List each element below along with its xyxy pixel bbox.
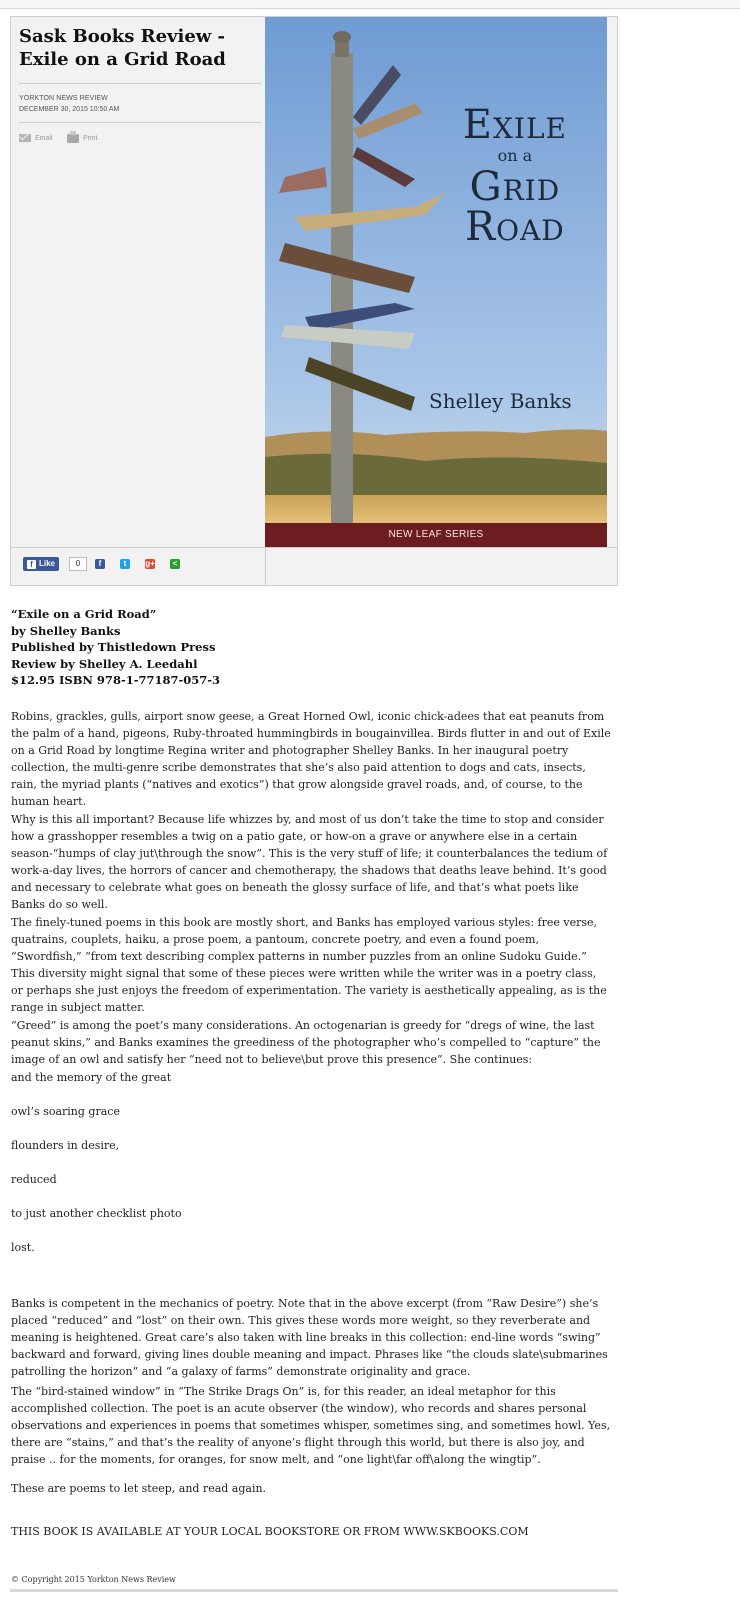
paragraph: Banks is competent in the mechanics of poetry. Note that in the above excerpt (from “Raw Desire”) she’s placed “reduced” and “lost” on their own. This gives these words more weight, so they reverberate and meaning is heightened. Great care’s also taken with line breaks in this collection: end-line words “swing” backward and forward, giving lines double meaning and impact. Phrases like “the clouds slate\submarines patrolling the horizon” and “a galaxy of farms” demonstrate originality and grace. [11,1297,608,1378]
print-label: Print [83,135,98,142]
page-title: Sask Books Review - Exile on a Grid Road [19,26,226,70]
verse-line: reduced [11,1173,57,1186]
cover-title-line: Grid [469,164,561,210]
paragraph: “Greed” is among the poet’s many considerations. An octogenarian is greedy for “dregs of wine, the last peanut skins,” and Banks examines the greediness of the photographer who’s compelled to “capture” the image of an owl and satisfy her “need not to believe\but prove this presence”. She continues: [11,1019,601,1066]
twitter-icon[interactable]: t [120,559,130,569]
source-label: YORKTON NEWS REVIEW [19,95,108,102]
verse-line: owl’s soaring grace [11,1105,120,1118]
verse-line: flounders in desire, [11,1139,120,1152]
divider [265,547,266,585]
paragraph: Why is this all important? Because life whizzes by, and most of us don’t take the time to stop and consider how a grasshopper resembles a twig on a patio gate, or how-on a grave or anywhere else in a certain season-“humps of clay jut\through the snow”. This is the very stuff of life; it counterbalances the tedium of work-a-day lives, the horrors of cancer and chemotherapy, the shadows that deaths leave behind. It’s good and necessary to celebrate what goes on beneath the glossy surface of life, and that’s what poets like Banks do so well. [11,813,608,911]
browser-top-bar [0,0,740,9]
paragraph: These are poems to let steep, and read again. [11,1482,267,1495]
paragraph: Robins, grackles, gulls, airport snow geese, a Great Horned Owl, iconic chick-adees that eat peanuts from the palm of a hand, pigeons, Ruby-throated hummingbirds in bougainvillea. Birds flutter in and out of Exile on a Grid Road by longtime Regina writer and photographer Shelley Banks. In her inaugural poetry collection, the multi-genre scribe demonstrates that she’s also paid attention to dogs and cats, insects, rain, the myriad plants (“natives and exotics”) that grow alongside gravel roads, and, of course, to the human heart. [11,710,611,808]
series-label: NEW LEAF SERIES [388,529,484,540]
cover-title [462,102,567,250]
copyright: © Copyright 2015 Yorkton News Review [11,1575,176,1584]
book-meta [11,606,611,689]
divider [19,122,261,123]
header-left-panel [11,17,271,559]
verse-line: lost. [11,1241,35,1254]
series-band [265,523,607,547]
like-label: Like [39,559,56,568]
facebook-icon[interactable]: f [95,559,105,569]
cover-title-line: on a [497,146,533,165]
footer-rule [10,1589,618,1592]
email-label: Email [35,134,53,142]
email-link[interactable] [19,134,53,142]
paragraph: The finely-tuned poems in this book are mostly short, and Banks has employed various styles: free verse, quatrains, couplets, haiku, a prose poem, a pantoum, concrete poetry, and even a found poem, “Swordfish,” “from text describing complex patterns in number puzzles from an online Sudoku Guide.” This diversity might signal that some of these pieces were written while the writer was in a poetry class, or perhaps she just enjoys the freedom of experimentation. The variety is aesthetically appealing, as is the range in subject matter. [11,916,607,1014]
verse-line: and the memory of the great [11,1071,172,1084]
book-reviewer: Review by Shelley A. Leedahl [11,656,198,671]
book-cover-image [265,17,607,547]
article-header-card [10,16,618,586]
envelope-icon [19,134,31,142]
like-count: 0 [69,557,87,571]
cover-artwork [265,17,607,547]
print-link[interactable] [67,134,97,143]
article-body [11,606,611,1538]
paragraph: The “bird-stained window” in “The Strike Drags On” is, for this reader, an ideal metaphor for this accomplished collection. The poet is an acute observer (the window), who records and shares personal observations and experiences in poems that sometimes whisper, sometimes sing, and sometimes howl. Yes, there are “stains,” and that’s the reality of anyone’s flight through this world, but there is also joy, and praise .. for the moments, for oranges, for snow melt, and “one light\far off\along the wingtip”. [11,1385,611,1466]
google-plus-icon[interactable]: g+ [145,559,155,568]
facebook-like-button[interactable] [23,557,59,571]
publish-date: DECEMBER 30, 2015 10:50 AM [19,106,120,113]
cover-title-line: Exile [462,102,567,148]
book-price-isbn: $12.95 ISBN 978-1-77187-057-3 [11,673,221,687]
share-icon[interactable]: < [170,559,180,569]
cover-author: Shelley Banks [429,389,572,413]
cover-title-line: Road [465,204,565,250]
divider [19,83,261,84]
book-publisher: Published by Thistledown Press [11,640,216,654]
verse-line: to just another checklist photo [11,1207,182,1220]
paragraph: THIS BOOK IS AVAILABLE AT YOUR LOCAL BOOKSTORE OR FROM WWW.SKBOOKS.COM [11,1525,529,1538]
book-author: by Shelley Banks [11,623,121,638]
book-title: “Exile on a Grid Road” [11,607,157,621]
facebook-icon: f [27,560,36,569]
printer-icon [67,134,79,143]
